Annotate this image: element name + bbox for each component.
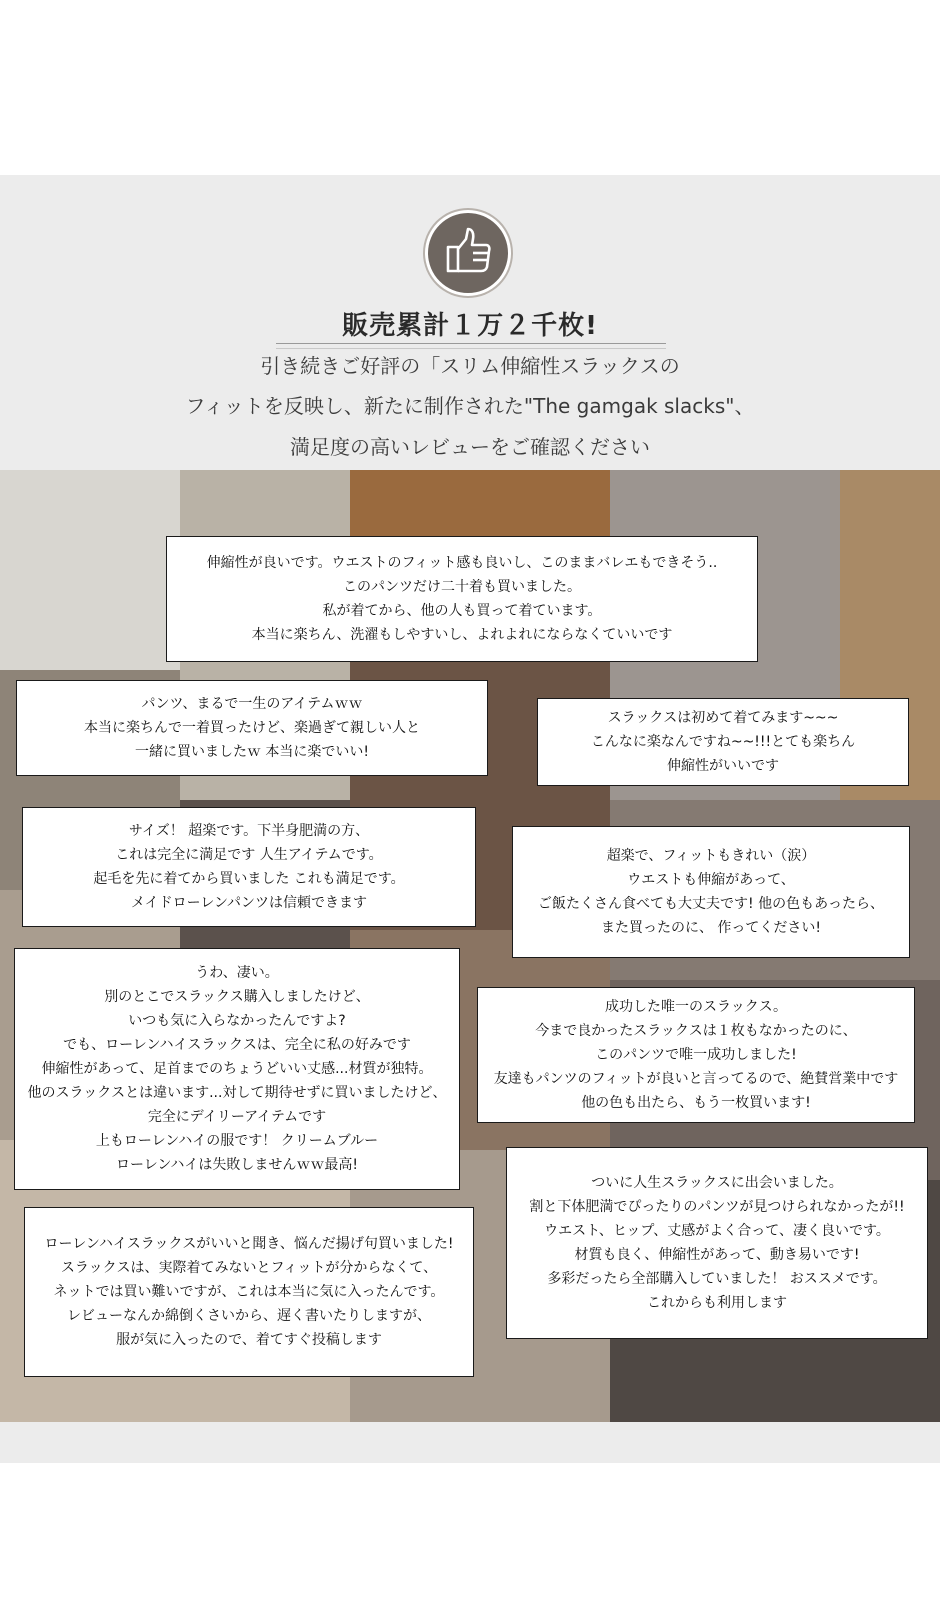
review-text: 別のとこでスラックス購入しましたけど、 <box>104 989 370 1005</box>
review-card <box>512 826 910 958</box>
review-text: スラックスは初めて着てみます~~~ <box>607 710 839 726</box>
review-text: ウエスト、ヒップ、丈感がよく合って、凄く良いです。 <box>544 1223 890 1239</box>
review-text: 本当に楽ちんで一着買ったけど、楽過ぎて親しい人と <box>84 720 420 736</box>
review-text: スラックスは、実際着てみないとフィットが分からなくて、 <box>60 1260 438 1276</box>
photo-tile <box>0 470 180 670</box>
review-text: ローレンハイは失敗しませんｗｗ最高! <box>115 1157 358 1173</box>
review-text: メイドローレンパンツは信頼できます <box>130 895 368 911</box>
review-card <box>506 1147 928 1339</box>
review-text: ついに人生スラックスに出会いました。 <box>591 1175 843 1191</box>
intro-line-1: 引き続きご好評の「スリム伸縮性スラックスの <box>260 354 680 378</box>
review-card <box>537 698 909 786</box>
review-card <box>24 1207 474 1377</box>
review-text: ご飯たくさん食べても大丈夫です! 他の色もあったら、 <box>538 896 884 912</box>
review-card <box>22 807 476 927</box>
review-text: 多彩だったら全部購入していました！ おススメです。 <box>547 1271 887 1287</box>
review-text: 伸縮性があって、足首までのちょうどいい丈感...材質が独特。 <box>41 1061 433 1077</box>
review-text: ローレンハイスラックスがいいと聞き、悩んだ揚げ句買いました! <box>44 1236 454 1252</box>
review-text: いつも気に入らなかったんですよ? <box>128 1013 346 1029</box>
title-divider <box>276 343 666 349</box>
thumbs-up-icon <box>428 213 508 293</box>
review-text: 友達もパンツのフィットが良いと言ってるので、絶賛営業中です <box>493 1071 899 1087</box>
review-text: このパンツで唯一成功しました! <box>595 1047 797 1063</box>
review-text: また買ったのに、 作ってください! <box>600 920 822 936</box>
intro-line-2: フィットを反映し、新たに制作された"The gamgak slacks"、 <box>185 394 755 418</box>
review-text: これは完全に満足です 人生アイテムです。 <box>115 847 383 863</box>
review-text: こんなに楽なんですね~~!!!とても楽ちん <box>590 734 856 750</box>
review-text: 今まで良かったスラックスは１枚もなかったのに、 <box>535 1023 857 1039</box>
review-text: 伸縮性が良いです。ウエストのフィット感も良いし、このままバレエもできそう.. <box>206 555 718 571</box>
review-text: 本当に楽ちん、洗濯もしやすいし、よれよれにならなくていいです <box>251 627 673 643</box>
review-text: でも、ローレンハイスラックスは、完全に私の好みです <box>63 1037 411 1053</box>
review-card <box>16 680 488 776</box>
review-text: 材質も良く、伸縮性があって、動き易いです! <box>574 1247 860 1263</box>
page-title: 販売累計１万２千枚! <box>342 311 598 341</box>
review-text: パンツ、まるで一生のアイテムｗｗ <box>141 696 363 712</box>
review-card <box>14 948 460 1190</box>
review-card <box>477 987 915 1123</box>
review-text: 服が気に入ったので、着てすぐ投稿します <box>116 1332 382 1348</box>
review-text: 超楽で、フィットもきれい（涙） <box>606 848 816 864</box>
review-text: 起毛を先に着てから買いました これも満足です。 <box>93 871 405 887</box>
review-text: 完全にデイリーアイテムです <box>147 1109 327 1125</box>
review-text: ネットでは買い難いですが、これは本当に気に入ったんです。 <box>53 1284 445 1300</box>
review-text: 上もローレンハイの服です！ クリームブルー <box>95 1133 379 1149</box>
review-text: 割と下体肥満でぴったりのパンツが見つけられなかったが!! <box>529 1199 905 1215</box>
review-text: 伸縮性がいいです <box>667 758 779 774</box>
review-text: このパンツだけ二十着も買いました。 <box>343 579 581 595</box>
review-card <box>166 536 758 662</box>
review-text: うわ、凄い。 <box>195 965 279 981</box>
review-text: レビューなんか綿倒くさいから、遅く書いたりしますが、 <box>67 1308 431 1324</box>
review-text: これからも利用します <box>647 1295 787 1311</box>
review-text: 成功した唯一のスラックス。 <box>605 999 787 1015</box>
review-text: 私が着てから、他の人も買って着ています。 <box>322 603 602 619</box>
review-text: 一緒に買いましたｗ 本当に楽でいい! <box>134 744 370 760</box>
review-text: ウエストも伸縮があって、 <box>627 872 795 888</box>
review-text: 他のスラックスとは違います...対して期待せずに買いましたけど、 <box>27 1085 447 1101</box>
intro-line-3: 満足度の高いレビューをご確認ください <box>290 435 650 459</box>
review-text: 他の色も出たら、もう一枚買います! <box>581 1095 811 1111</box>
review-text: サイズ！ 超楽です。下半身肥満の方、 <box>128 823 370 839</box>
